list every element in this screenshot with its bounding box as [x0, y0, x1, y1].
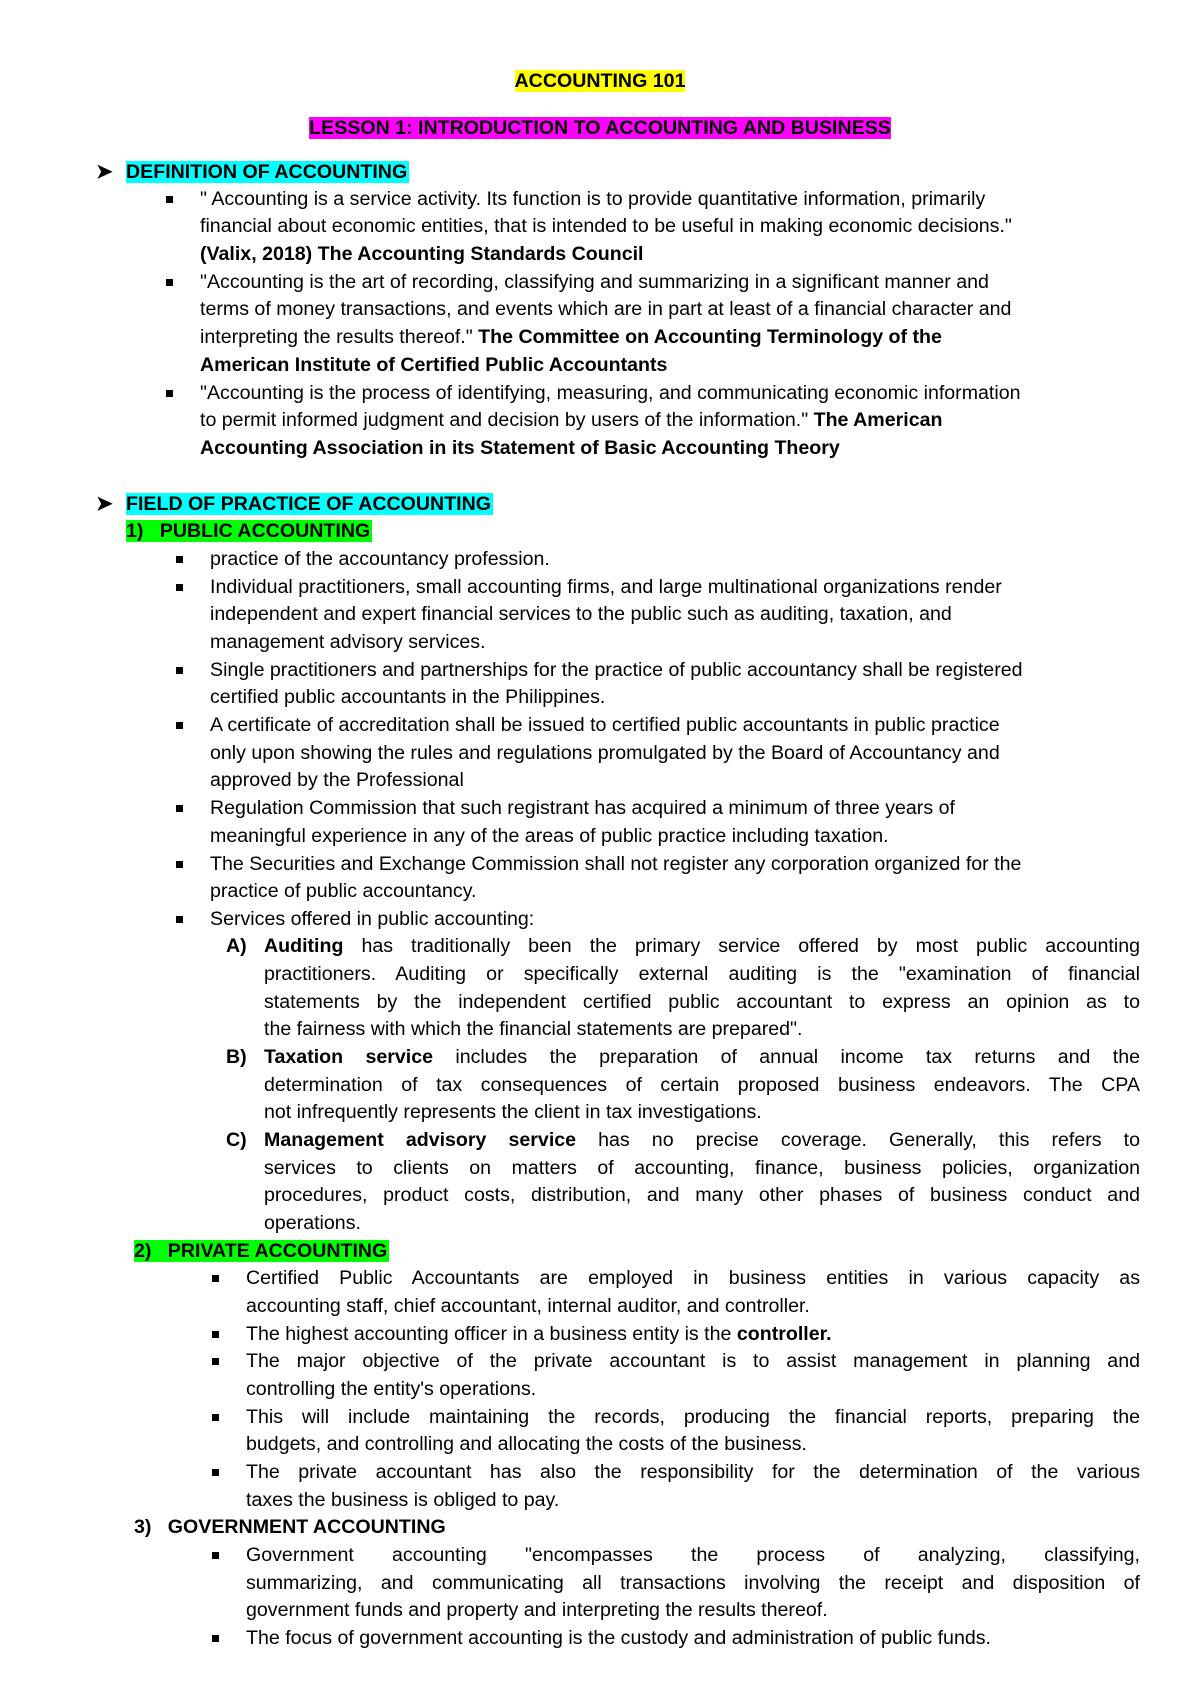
arrow-bullet-icon: ➤ [96, 493, 113, 515]
doc-title: ACCOUNTING 101 [514, 70, 686, 92]
private-bullet-2-text: The highest accounting officer in a business entity is the [246, 1323, 732, 1345]
private-bullet-1-line: accounting staff, chief accountant, internal auditor, and controller. [246, 1295, 810, 1317]
square-bullet-icon [212, 1469, 219, 1476]
definition-heading-row [126, 159, 409, 185]
service-a-text-1: has traditionally been the primary service offered by most public accounting [361, 935, 1141, 957]
public-bullet-5-line: Regulation Commission that such registrant has acquired a minimum of three years of [210, 797, 955, 819]
service-c-line: operations. [264, 1212, 361, 1234]
definition-2-source-b: American Institute of Certified Public Accountants [200, 354, 668, 376]
definition-1-line: financial about economic entities, that is intended to be useful in making economic decisions." [200, 215, 1012, 237]
lesson-title: LESSON 1: INTRODUCTION TO ACCOUNTING AND BUSINESS [309, 117, 891, 139]
definition-2-line: terms of money transactions, and events which are in part at least of a financial character and [200, 298, 1012, 320]
government-bullet-2: The focus of government accounting is the custody and administration of public funds. [246, 1627, 991, 1649]
public-bullet-5-line: meaningful experience in any of the areas of public practice including taxation. [210, 825, 889, 847]
arrow-bullet-icon: ➤ [96, 161, 113, 183]
public-bullet-2-line: Individual practitioners, small accounting firms, and large multinational organizations render [210, 576, 1002, 598]
definition-3-text: to permit informed judgment and decision by users of the information." [200, 409, 809, 431]
square-bullet-icon [176, 722, 183, 729]
definition-2-text: interpreting the results thereof." [200, 326, 473, 348]
square-bullet-icon [176, 584, 183, 591]
government-bullet-1-line: government funds and property and interpreting the results thereof. [246, 1599, 828, 1621]
private-num: 2) [134, 1240, 152, 1262]
lesson-title-row [0, 115, 1200, 141]
square-bullet-icon [212, 1331, 219, 1338]
government-num: 3) [134, 1516, 152, 1538]
public-bullet-3-line: Single practitioners and partnerships for the practice of public accountancy shall be registered [210, 659, 1023, 681]
private-bullet-1-line: Certified Public Accountants are employed in business entities in various capacity as [246, 1267, 1140, 1289]
private-bullet-4-line: This will include maintaining the records, producing the financial reports, preparing the [246, 1406, 1140, 1428]
doc-title-row [0, 68, 1200, 94]
service-a-line: practitioners. Auditing or specifically external auditing is the "examination of financial [264, 963, 1140, 985]
definition-2-line-last [200, 324, 942, 350]
private-bullet-5-line: taxes the business is obliged to pay. [246, 1489, 560, 1511]
public-bullet-3-line: certified public accountants in the Philippines. [210, 686, 606, 708]
public-bullet-6-line: The Securities and Exchange Commission shall not register any corporation organized for the [210, 853, 1022, 875]
definition-2-source-a: The Committee on Accounting Terminology of the [478, 326, 942, 348]
service-a-line: statements by the independent certified public accountant to express an opinion as to [264, 991, 1140, 1013]
private-bullet-5-line: The private accountant has also the responsibility for the determination of the various [246, 1461, 1140, 1483]
definition-3-source-b: Accounting Association in its Statement of Basic Accounting Theory [200, 437, 840, 459]
public-bullet-2-line: management advisory services. [210, 631, 486, 653]
definition-3-line: "Accounting is the process of identifying, measuring, and communicating economic information [200, 382, 1021, 404]
definition-1-source: (Valix, 2018) The Accounting Standards Council [200, 243, 644, 265]
service-c-text-1: has no precise coverage. Generally, this refers to [598, 1129, 1140, 1151]
service-a-label: A) [226, 935, 247, 957]
private-bullet-3-line: The major objective of the private accountant is to assist management in planning and [246, 1350, 1140, 1372]
service-b-line-1 [264, 1044, 1140, 1070]
private-bullet-3-line: controlling the entity's operations. [246, 1378, 537, 1400]
public-bullet-1: practice of the accountancy profession. [210, 548, 550, 570]
service-b-line: not infrequently represents the client in tax investigations. [264, 1101, 762, 1123]
public-bullet-7: Services offered in public accounting: [210, 908, 535, 930]
square-bullet-icon [176, 861, 183, 868]
service-b-text-1: includes the preparation of annual income tax returns and the [455, 1046, 1140, 1068]
definition-heading: DEFINITION OF ACCOUNTING [126, 161, 408, 183]
service-b-label: B) [226, 1046, 247, 1068]
service-c-line-1 [264, 1127, 1140, 1153]
definition-2-line: "Accounting is the art of recording, classifying and summarizing in a significant manner and [200, 271, 989, 293]
government-heading-row [134, 1514, 446, 1540]
service-a-line-1 [264, 933, 1140, 959]
private-heading: PRIVATE ACCOUNTING [167, 1240, 388, 1262]
square-bullet-icon [166, 279, 173, 286]
government-bullet-1-line: Government accounting "encompasses the process of analyzing, classifying, [246, 1544, 1140, 1566]
public-bullet-4-line: approved by the Professional [210, 769, 464, 791]
square-bullet-icon [212, 1552, 219, 1559]
square-bullet-icon [212, 1635, 219, 1642]
public-num: 1) [126, 520, 144, 542]
service-b-line: determination of tax consequences of certain proposed business endeavors. The CPA [264, 1074, 1140, 1096]
square-bullet-icon [212, 1414, 219, 1421]
service-c-line: procedures, product costs, distribution, and many other phases of business conduct and [264, 1184, 1140, 1206]
public-bullet-6-line: practice of public accountancy. [210, 880, 477, 902]
government-heading: GOVERNMENT ACCOUNTING [167, 1516, 446, 1538]
private-heading-row [134, 1238, 389, 1264]
public-bullet-2-line: independent and expert financial services to the public such as auditing, taxation, and [210, 603, 952, 625]
field-heading-row [126, 491, 493, 517]
private-bullet-2 [246, 1321, 832, 1347]
service-b-term: Taxation service [264, 1046, 433, 1068]
government-bullet-1-line: summarizing, and communicating all transactions involving the receipt and disposition of [246, 1572, 1140, 1594]
service-c-label: C) [226, 1129, 247, 1151]
square-bullet-icon [176, 556, 183, 563]
square-bullet-icon [212, 1275, 219, 1282]
square-bullet-icon [176, 667, 183, 674]
square-bullet-icon [166, 196, 173, 203]
public-bullet-4-line: A certificate of accreditation shall be issued to certified public accountants in public practice [210, 714, 1000, 736]
definition-1-line: " Accounting is a service activity. Its function is to provide quantitative information, primarily [200, 188, 986, 210]
square-bullet-icon [176, 805, 183, 812]
public-heading: PUBLIC ACCOUNTING [159, 520, 371, 542]
private-bullet-2-bold: controller. [736, 1323, 832, 1345]
service-a-term: Auditing [264, 935, 344, 957]
square-bullet-icon [166, 390, 173, 397]
public-heading-highlight [126, 520, 372, 542]
service-a-line: the fairness with which the financial statements are prepared". [264, 1018, 803, 1040]
field-heading: FIELD OF PRACTICE OF ACCOUNTING [126, 493, 492, 515]
square-bullet-icon [176, 916, 183, 923]
definition-3-line-last [200, 407, 942, 433]
service-c-term: Management advisory service [264, 1129, 577, 1151]
public-heading-row [126, 518, 372, 544]
square-bullet-icon [212, 1358, 219, 1365]
private-heading-highlight [134, 1240, 389, 1262]
public-bullet-4-line: only upon showing the rules and regulations promulgated by the Board of Accountancy and [210, 742, 1000, 764]
service-c-line: services to clients on matters of accounting, finance, business policies, organization [264, 1157, 1140, 1179]
private-bullet-4-line: budgets, and controlling and allocating the costs of the business. [246, 1433, 807, 1455]
definition-3-source-a: The American [813, 409, 943, 431]
